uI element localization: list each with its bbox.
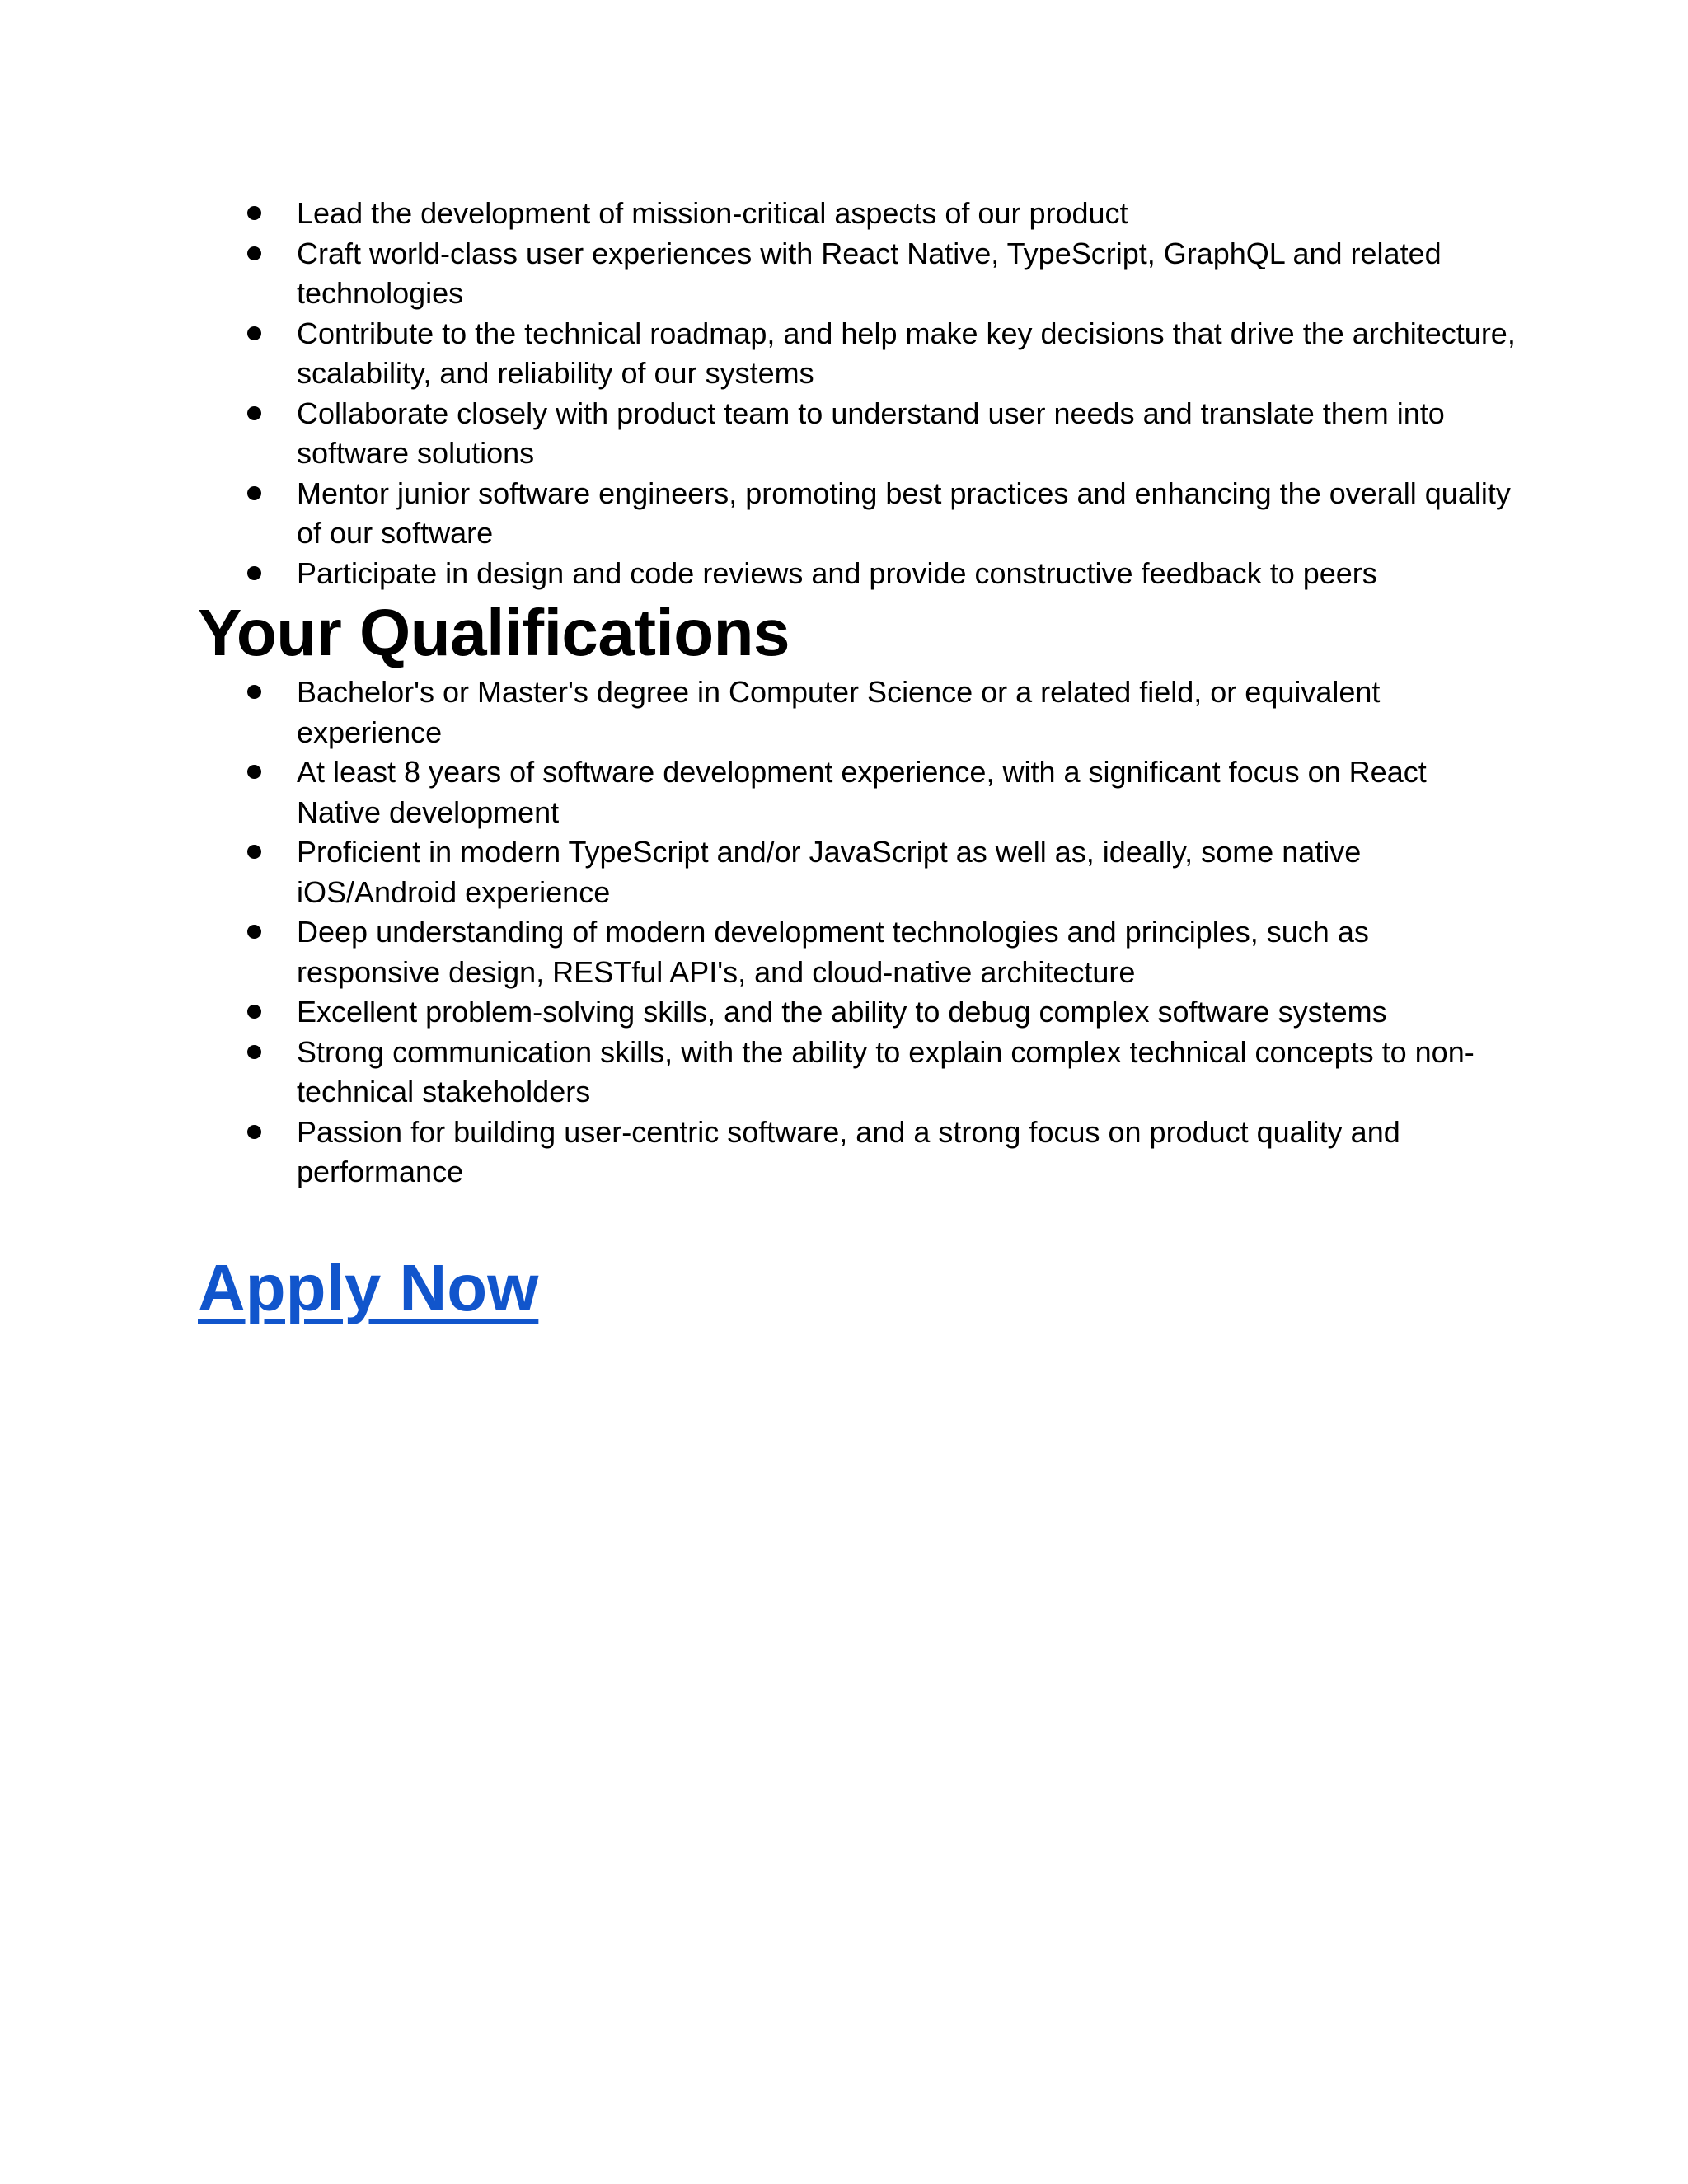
bullet-icon (247, 925, 261, 939)
list-item-text: Collaborate closely with product team to understand user needs and translate them into software solutions (297, 396, 1445, 470)
bullet-icon (247, 566, 261, 580)
list-item (297, 1113, 1517, 1193)
qualifications-heading: Your Qualifications (198, 596, 790, 669)
list-item (297, 752, 1517, 832)
list-item (297, 394, 1517, 474)
bullet-icon (247, 765, 261, 779)
bullet-icon (247, 486, 261, 500)
bullet-icon (247, 1045, 261, 1059)
bullet-icon (247, 326, 261, 340)
list-item-text: Excellent problem-solving skills, and the ability to debug complex software systems (297, 995, 1387, 1029)
bullet-icon (247, 1125, 261, 1139)
document-content (198, 194, 1517, 1328)
list-item-text: Passion for building user-centric software, and a strong focus on product quality and performance (297, 1114, 1400, 1188)
list-item (297, 194, 1517, 234)
responsibilities-list (198, 194, 1517, 593)
list-item (297, 474, 1517, 554)
list-item (297, 314, 1517, 394)
list-item (297, 832, 1517, 912)
list-item (297, 673, 1517, 752)
list-item-text: At least 8 years of software development experience, with a significant focus on React Native development (297, 755, 1427, 829)
list-item (297, 1033, 1517, 1113)
list-item-text: Craft world-class user experiences with React Native, TypeScript, GraphQL and related technologies (297, 236, 1442, 310)
list-item (297, 912, 1517, 992)
list-item (297, 554, 1517, 594)
list-item-text: Deep understanding of modern development technologies and principles, such as responsive design, RESTful API's, and cloud-native architecture (297, 915, 1369, 989)
list-item-text: Bachelor's or Master's degree in Computer Science or a related field, or equivalent experience (297, 675, 1381, 749)
list-item (297, 234, 1517, 314)
bullet-icon (247, 206, 261, 220)
qualifications-list (198, 673, 1517, 1193)
apply-now-link[interactable]: Apply Now (198, 1250, 539, 1324)
list-item-text: Proficient in modern TypeScript and/or JavaScript as well as, ideally, some native iOS/Android experience (297, 835, 1362, 909)
list-item-text: Lead the development of mission-critical aspects of our product (297, 196, 1128, 230)
list-item-text: Mentor junior software engineers, promoting best practices and enhancing the overall quality of our software (297, 476, 1511, 550)
list-item-text: Strong communication skills, with the ability to explain complex technical concepts to non-technical stakeholders (297, 1034, 1475, 1108)
bullet-icon (247, 406, 261, 420)
bullet-icon (247, 246, 261, 260)
list-item-text: Participate in design and code reviews and provide constructive feedback to peers (297, 555, 1377, 590)
list-item-text: Contribute to the technical roadmap, and help make key decisions that drive the architecture, scalability, and reliability of our systems (297, 316, 1516, 390)
bullet-icon (247, 1005, 261, 1019)
bullet-icon (247, 685, 261, 699)
bullet-icon (247, 845, 261, 859)
list-item (297, 992, 1517, 1033)
